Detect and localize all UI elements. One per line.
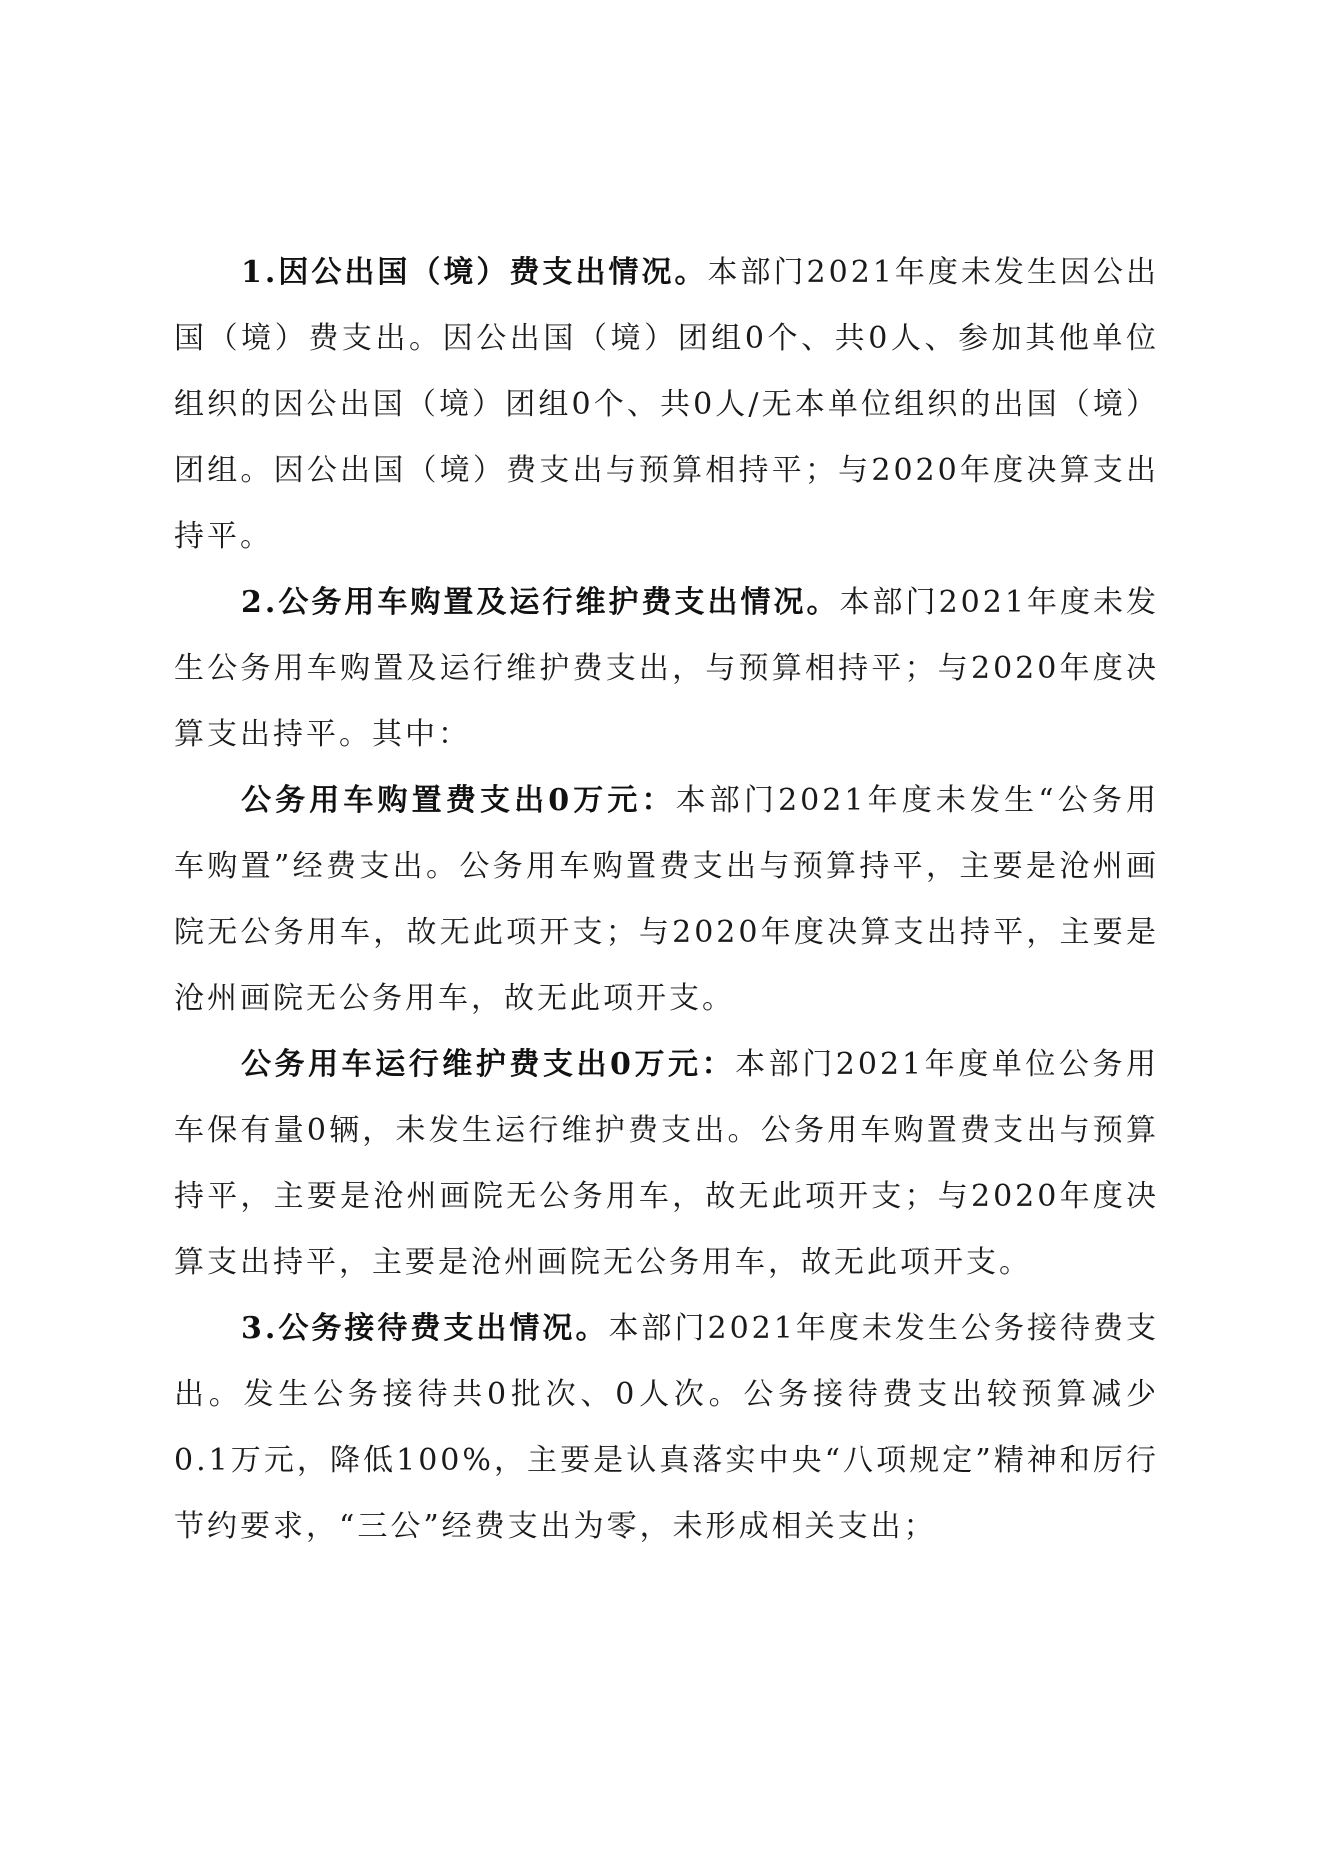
paragraph-text: 本部门2021年度单位公务用车保有量0辆，未发生运行维护费支出。公务用车购置费支出与预算持平，主要是沧州画院无公务用车，故无此项开支；与2020年度决算支出持平，主要是沧州画院无公务用车，故无此项开支。 — [174, 1047, 1159, 1280]
paragraph-text: 本部门2021年度未发生公务接待费支出。发生公务接待共0批次、0人次。公务接待费支出较预算减少0.1万元，降低100%，主要是认真落实中央“八项规定”精神和厉行节约要求，“三公”经费支出为零，未形成相关支出； — [174, 1311, 1159, 1544]
paragraph-heading: 3.公务接待费支出情况。 — [241, 1311, 609, 1346]
paragraph-vehicle-maintenance — [174, 1032, 1159, 1296]
document-body — [174, 240, 1159, 1560]
paragraph-heading: 1.因公出国（境）费支出情况。 — [241, 255, 708, 290]
paragraph-text: 本部门2021年度未发生因公出国（境）费支出。因公出国（境）团组0个、共0人、参加其他单位组织的因公出国（境）团组0个、共0人/无本单位组织的出国（境）团组。因公出国（境）费支出与预算相持平；与2020年度决算支出持平。 — [174, 255, 1159, 554]
paragraph-text: 本部门2021年度未发生公务用车购置及运行维护费支出，与预算相持平；与2020年度决算支出持平。其中： — [174, 585, 1159, 752]
paragraph-heading: 2.公务用车购置及运行维护费支出情况。 — [241, 585, 840, 620]
paragraph-official-reception — [174, 1296, 1159, 1560]
paragraph-official-vehicles — [174, 570, 1159, 768]
paragraph-vehicle-purchase — [174, 768, 1159, 1032]
paragraph-heading: 公务用车运行维护费支出0万元： — [241, 1047, 736, 1082]
paragraph-overseas-travel — [174, 240, 1159, 570]
paragraph-text: 本部门2021年度未发生“公务用车购置”经费支出。公务用车购置费支出与预算持平，主要是沧州画院无公务用车，故无此项开支；与2020年度决算支出持平，主要是沧州画院无公务用车，故无此项开支。 — [174, 783, 1160, 1016]
paragraph-heading: 公务用车购置费支出0万元： — [241, 783, 676, 818]
